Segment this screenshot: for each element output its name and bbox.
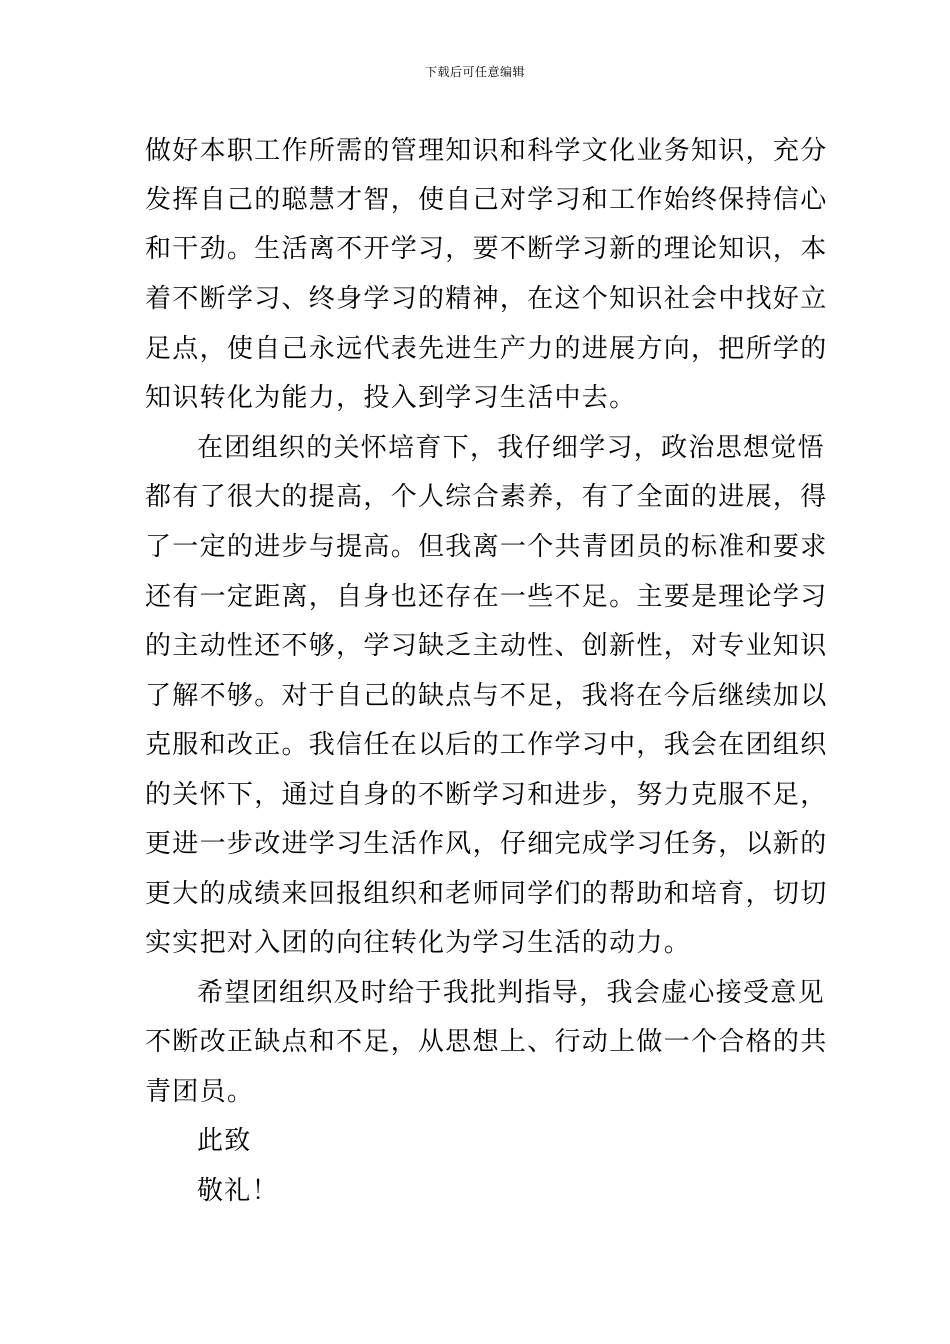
paragraph-line: 的主动性还不够，学习缺乏主动性、创新性，对专业知识 xyxy=(145,631,828,661)
paragraph-line: 发挥自己的聪慧才智，使自己对学习和工作始终保持信心 xyxy=(145,185,828,215)
paragraph-line: 不断改正缺点和不足，从思想上、行动上做一个合格的共 xyxy=(145,1027,828,1057)
paragraph-line: 希望团组织及时给于我批判指导，我会虚心接受意见 xyxy=(197,978,825,1008)
paragraph-line: 和干劲。生活离不开学习，要不断学习新的理论知识，本 xyxy=(145,234,828,264)
paragraph-line: 了一定的进步与提高。但我离一个共青团员的标准和要求 xyxy=(145,532,828,562)
paragraph-line: 在团组织的关怀培育下，我仔细学习，政治思想觉悟 xyxy=(197,433,825,463)
paragraph-line: 青团员。 xyxy=(145,1077,255,1107)
paragraph-line: 克服和改正。我信任在以后的工作学习中，我会在团组织 xyxy=(145,730,828,760)
paragraph-line: 更大的成绩来回报组织和老师同学们的帮助和培育，切切 xyxy=(145,879,828,909)
paragraph-line: 做好本职工作所需的管理知识和科学文化业务知识，充分 xyxy=(145,136,828,166)
paragraph-line: 足点，使自己永远代表先进生产力的进展方向，把所学的 xyxy=(145,334,828,364)
paragraph-line: 更进一步改进学习生活作风，仔细完成学习任务，以新的 xyxy=(145,829,828,859)
closing-regards: 敬礼！ xyxy=(197,1176,279,1206)
paragraph-line: 还有一定距离，自身也还存在一些不足。主要是理论学习 xyxy=(145,582,828,612)
closing-salutation: 此致 xyxy=(197,1126,252,1156)
paragraph-line: 着不断学习、终身学习的精神，在这个知识社会中找好立 xyxy=(145,284,828,314)
paragraph-line: 都有了很大的提高，个人综合素养，有了全面的进展，得 xyxy=(145,482,828,512)
page-header: 下载后可任意编辑 xyxy=(424,65,525,79)
paragraph-line: 的关怀下，通过自身的不断学习和进步，努力克服不足， xyxy=(145,780,828,810)
paragraph-line: 了解不够。对于自己的缺点与不足，我将在今后继续加以 xyxy=(145,681,828,711)
paragraph-line: 实实把对入团的向往转化为学习生活的动力。 xyxy=(145,928,692,958)
paragraph-line: 知识转化为能力，投入到学习生活中去。 xyxy=(145,383,637,413)
